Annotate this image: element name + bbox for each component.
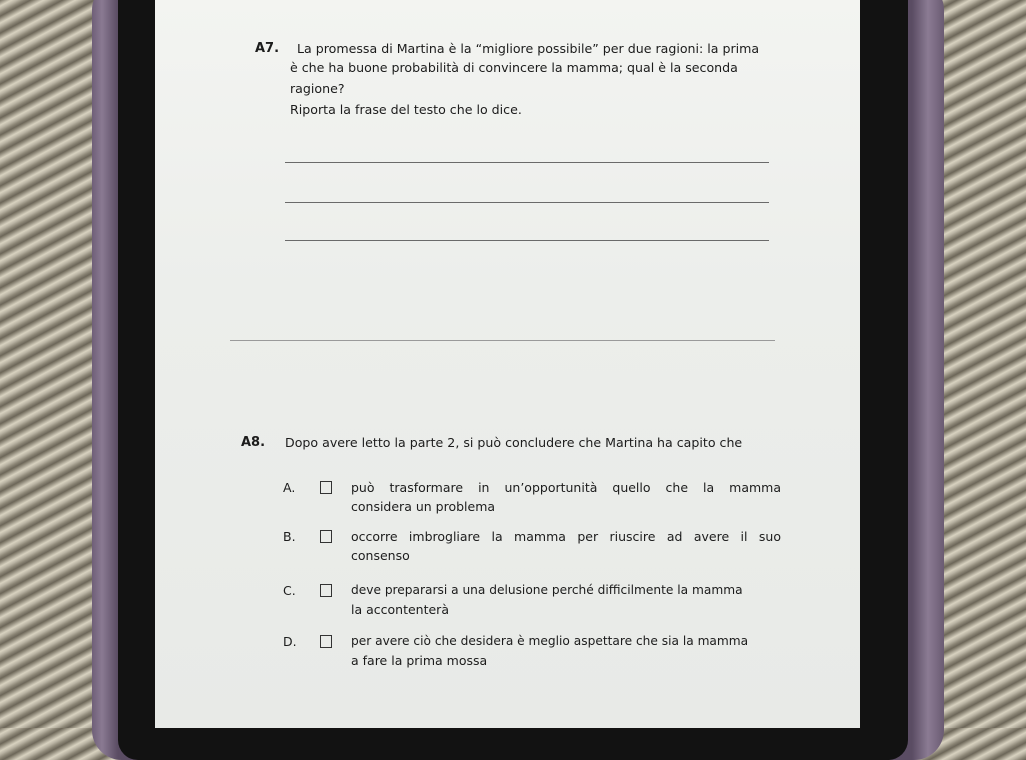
option-b-line1: occorre imbrogliare la mamma per riuscire ad avere il suo bbox=[351, 529, 781, 544]
option-a-checkbox[interactable] bbox=[320, 481, 332, 494]
answer-line-2[interactable] bbox=[285, 202, 769, 203]
answer-line-3[interactable] bbox=[285, 240, 769, 241]
option-b-line2: consenso bbox=[351, 548, 410, 563]
option-b-text bbox=[351, 527, 781, 565]
section-divider bbox=[230, 340, 775, 341]
question-a8-number: A8. bbox=[241, 435, 266, 450]
option-d[interactable] bbox=[283, 632, 783, 672]
option-c[interactable] bbox=[283, 581, 783, 621]
option-d-checkbox[interactable] bbox=[320, 635, 332, 648]
option-d-line2: a fare la prima mossa bbox=[351, 653, 488, 668]
option-b[interactable] bbox=[283, 527, 783, 567]
option-c-text bbox=[351, 581, 781, 619]
question-a7-line3: ragione? bbox=[290, 81, 345, 96]
option-a-line1: può trasformare in un’opportunità quello che la mamma bbox=[351, 480, 781, 495]
question-a8 bbox=[241, 432, 801, 454]
option-b-letter: B. bbox=[283, 529, 296, 544]
option-a-text bbox=[351, 478, 781, 516]
option-c-letter: C. bbox=[283, 583, 296, 598]
option-b-checkbox[interactable] bbox=[320, 530, 332, 543]
question-a7-number: A7. bbox=[255, 41, 280, 56]
question-a8-prompt: Dopo avere letto la parte 2, si può concludere che Martina ha capito che bbox=[285, 435, 743, 450]
option-d-letter: D. bbox=[283, 634, 297, 649]
question-a7 bbox=[255, 38, 815, 128]
phone-screen bbox=[155, 0, 860, 728]
option-a-letter: A. bbox=[283, 480, 296, 495]
question-a7-line4: Riporta la frase del testo che lo dice. bbox=[290, 102, 522, 117]
option-d-line1: per avere ciò che desidera è meglio aspettare che sia la mamma bbox=[351, 634, 749, 648]
option-c-checkbox[interactable] bbox=[320, 584, 332, 597]
option-d-text bbox=[351, 632, 781, 670]
option-a-line2: considera un problema bbox=[351, 499, 496, 514]
question-a7-line1: La promessa di Martina è la “migliore possibile” per due ragioni: la prima bbox=[297, 41, 760, 56]
option-a[interactable] bbox=[283, 478, 783, 518]
question-a7-line2: è che ha buone probabilità di convincere la mamma; qual è la seconda bbox=[290, 60, 738, 75]
option-c-line2: la accontenterà bbox=[351, 602, 449, 617]
answer-line-1[interactable] bbox=[285, 162, 769, 163]
option-c-line1: deve prepararsi a una delusione perché difficilmente la mamma bbox=[351, 583, 743, 597]
